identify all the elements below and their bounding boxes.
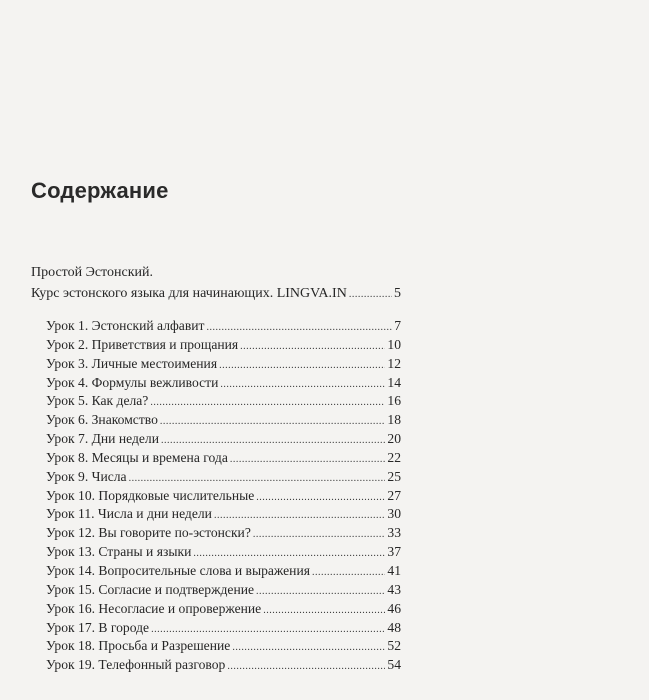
toc-entry-title: Урок 4. Формулы вежливости	[46, 374, 219, 390]
toc-entry-title: Урок 3. Личные местоимения	[46, 355, 218, 371]
toc-entry-page: 48	[387, 619, 401, 635]
toc-entry-page: 54	[387, 657, 401, 673]
toc-entry-page: 43	[387, 581, 401, 597]
toc-entry-page: 41	[387, 562, 401, 578]
toc-entry[interactable]	[46, 355, 401, 374]
toc-entry[interactable]	[46, 392, 401, 411]
toc-entry[interactable]	[46, 524, 401, 543]
toc-entry[interactable]	[46, 317, 401, 336]
dot-leader	[220, 376, 385, 395]
toc-entry-page: 22	[387, 449, 401, 465]
toc-entry[interactable]	[46, 374, 401, 393]
toc-entry-page: 27	[387, 487, 401, 503]
toc-entry-page: 25	[387, 468, 401, 484]
toc-entry-title: Урок 2. Приветствия и прощания	[46, 336, 239, 352]
page-title: Содержание	[31, 178, 169, 203]
toc-entry-page: 10	[387, 336, 401, 352]
toc-entry[interactable]	[46, 543, 401, 562]
toc-entry-title: Урок 9. Числа	[46, 468, 127, 484]
dot-leader	[230, 451, 386, 470]
dot-leader	[256, 489, 385, 508]
dot-leader	[349, 284, 392, 305]
dot-leader	[150, 394, 385, 413]
toc-entry[interactable]	[46, 336, 401, 355]
toc-entry-page: 52	[387, 638, 401, 654]
dot-leader	[219, 357, 385, 376]
toc-entry-title: Урок 14. Вопросительные слова и выражения	[46, 562, 310, 578]
toc-entry-page: 20	[387, 431, 401, 447]
toc-entry[interactable]	[46, 411, 401, 430]
toc-entry-title: Урок 8. Месяцы и времена года	[46, 449, 228, 465]
toc-entry-title: Урок 10. Порядковые числительные	[46, 487, 255, 503]
dot-leader	[232, 639, 385, 658]
dot-leader	[160, 413, 386, 432]
toc-entry-title: Урок 13. Страны и языки	[46, 544, 192, 560]
intro-line-1: Простой Эстонский.	[31, 265, 153, 280]
toc-entry-page: 18	[387, 412, 401, 428]
toc-entry[interactable]	[46, 430, 401, 449]
toc-entry-page: 33	[387, 525, 401, 541]
toc-entry-page: 46	[387, 600, 401, 616]
toc-entry[interactable]	[46, 619, 401, 638]
toc-entry[interactable]	[46, 487, 401, 506]
intro-line-2: Курс эстонского языка для начинающих. LINGVA.IN	[31, 286, 347, 301]
toc-entry[interactable]	[46, 637, 401, 656]
toc-entry-page: 7	[394, 318, 401, 333]
table-of-contents	[46, 317, 401, 675]
toc-entry-title: Урок 11. Числа и дни недели	[46, 506, 212, 522]
dot-leader	[263, 602, 385, 621]
toc-entry-page: 16	[387, 393, 401, 409]
toc-entry-title: Урок 1. Эстонский алфавит	[46, 318, 205, 333]
toc-entry-title: Урок 5. Как дела?	[46, 393, 149, 409]
toc-entry-title: Урок 15. Согласие и подтверждение	[46, 581, 255, 597]
toc-entry[interactable]	[46, 581, 401, 600]
dot-leader	[227, 658, 385, 677]
toc-entry-title: Урок 19. Телефонный разговор	[46, 657, 226, 673]
intro-entry[interactable]	[31, 283, 401, 305]
dot-leader	[312, 564, 385, 583]
toc-entry-title: Урок 18. Просьба и Разрешение	[46, 638, 231, 654]
toc-entry-page: 12	[387, 355, 401, 371]
toc-entry-title: Урок 12. Вы говорите по-эстонски?	[46, 525, 251, 541]
toc-entry-page: 30	[387, 506, 401, 522]
dot-leader	[240, 338, 385, 357]
toc-entry-title: Урок 17. В городе	[46, 619, 150, 635]
dot-leader	[253, 526, 386, 545]
toc-entry[interactable]	[46, 600, 401, 619]
toc-entry[interactable]	[46, 656, 401, 675]
toc-entry[interactable]	[46, 449, 401, 468]
toc-entry-page: 37	[387, 544, 401, 560]
dot-leader	[256, 583, 385, 602]
intro-page-number: 5	[394, 286, 401, 301]
toc-entry[interactable]	[46, 505, 401, 524]
toc-entry-title: Урок 16. Несогласие и опровержение	[46, 600, 262, 616]
toc-entry[interactable]	[46, 562, 401, 581]
toc-intro	[31, 262, 401, 305]
toc-entry-title: Урок 6. Знакомство	[46, 412, 158, 428]
toc-entry-title: Урок 7. Дни недели	[46, 431, 159, 447]
toc-entry[interactable]	[46, 468, 401, 487]
toc-entry-page: 14	[387, 374, 401, 390]
